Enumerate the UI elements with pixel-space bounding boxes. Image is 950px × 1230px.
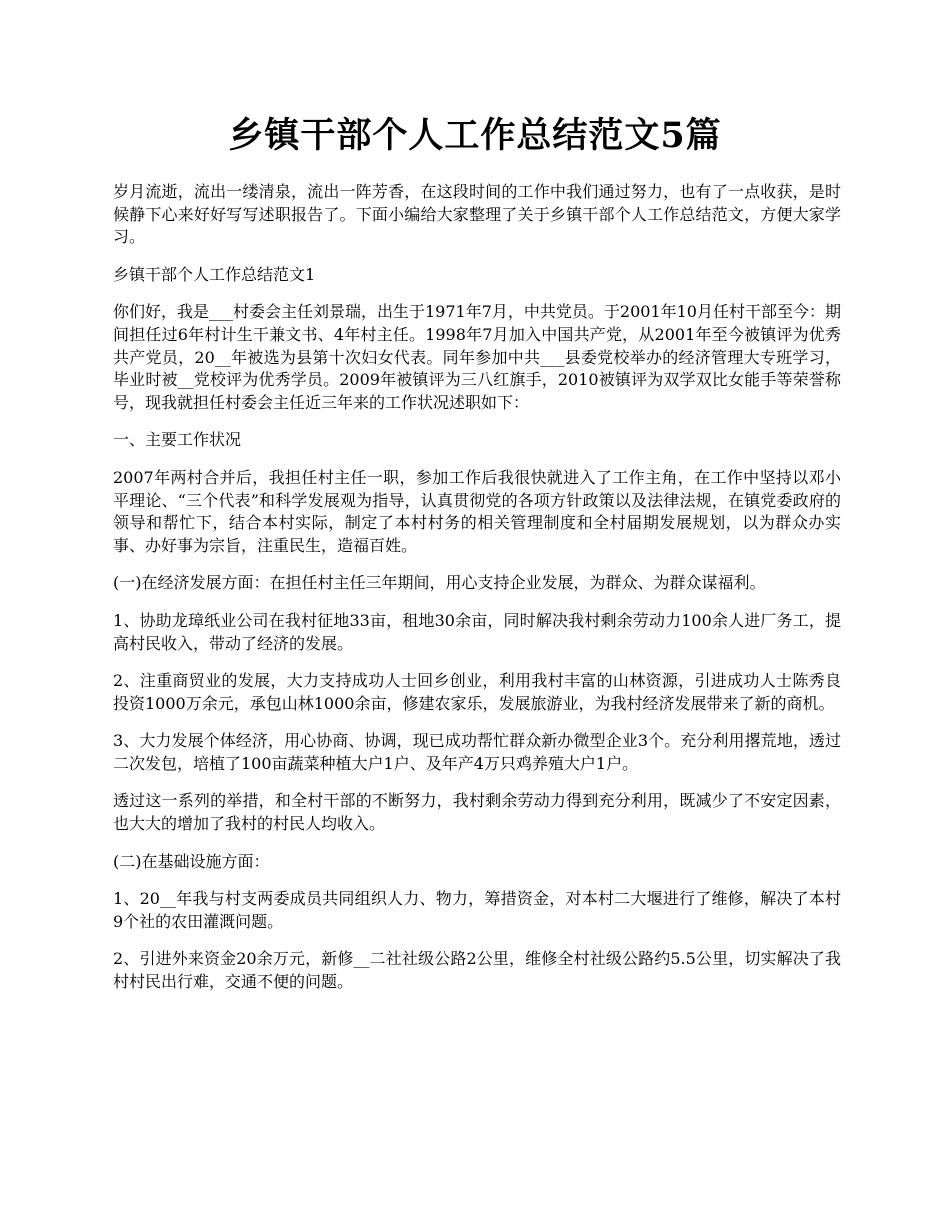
list-item: 2、引进外来资金20余万元，新修__二社社级公路2公里，维修全村社级公路约5.5公里，切实解决了我村村民出行难，交通不便的问题。 <box>113 949 841 992</box>
body-paragraph: 你们好，我是___村委会主任刘景瑞，出生于1971年7月，中共党员。于2001年10月任村干部至今：期间担任过6年村计生干兼文书、4年村主任。1998年7月加入中国共产党，从2001年至今被镇评为优秀共产党员，20__年被选为县第十次妇女代表。同年参加中共___县委党校举办的经济管理大专班学习，毕业时被__党校评为优秀学员。2009年被镇评为三八红旗手，2010被镇评为双学双比女能手等荣誉称号，现我就担任村委会主任近三年来的工作状况述职如下： <box>113 302 841 412</box>
section-heading: 一、主要工作状况 <box>113 430 242 450</box>
body-paragraph: 2007年两村合并后，我担任村主任一职，参加工作后我很快就进入了工作主角，在工作中坚持以邓小平理论、“三个代表”和科学发展观为指导，认真贯彻党的各项方针政策以及法律法规，在镇党委政府的领导和帮忙下，结合本村实际，制定了本村村务的相关管理制度和全村届期发展规划，以为群众办实事、办好事为宗旨，注重民生，造福百姓。 <box>113 467 841 555</box>
list-item: 1、20__年我与村支两委成员共同组织人力、物力，筹措资金，对本村二大堰进行了维修，解决了本村9个社的农田灌溉问题。 <box>113 889 841 931</box>
list-item: 2、注重商贸业的发展，大力支持成功人士回乡创业，利用我村丰富的山林资源，引进成功人士陈秀良投资1000万余元，承包山林1000余亩，修建农家乐，发展旅游业，为我村经济发展带来了新的商机。 <box>113 671 841 713</box>
list-item: 3、大力发展个体经济，用心协商、协调，现已成功帮忙群众新办微型企业3个。充分利用撂荒地，透过二次发包，培植了100亩蔬菜种植大户1户、及年产4万只鸡养殖大户1户。 <box>113 731 841 773</box>
section-heading: 乡镇干部个人工作总结范文1 <box>113 264 316 284</box>
section-heading: (二)在基础设施方面： <box>113 851 270 871</box>
body-paragraph: 透过这一系列的举措，和全村干部的不断努力，我村剩余劳动力得到充分利用，既减少了不安定因素，也大大的增加了我村的村民人均收入。 <box>113 791 841 834</box>
intro-paragraph: 岁月流逝，流出一缕清泉，流出一阵芳香，在这段时间的工作中我们通过努力，也有了一点收获，是时候静下心来好好写写述职报告了。下面小编给大家整理了关于乡镇干部个人工作总结范文，方便大家学习。 <box>113 182 841 247</box>
document-body <box>113 181 841 1009</box>
body-paragraph: (一)在经济发展方面：在担任村主任三年期间，用心支持企业发展，为群众、为群众谋福利。 <box>113 573 766 593</box>
list-item: 1、协助龙璋纸业公司在我村征地33亩，租地30余亩，同时解决我村剩余劳动力100余人进厂务工，提高村民收入，带动了经济的发展。 <box>113 610 841 653</box>
document-title: 乡镇干部个人工作总结范文5篇 <box>228 115 722 156</box>
